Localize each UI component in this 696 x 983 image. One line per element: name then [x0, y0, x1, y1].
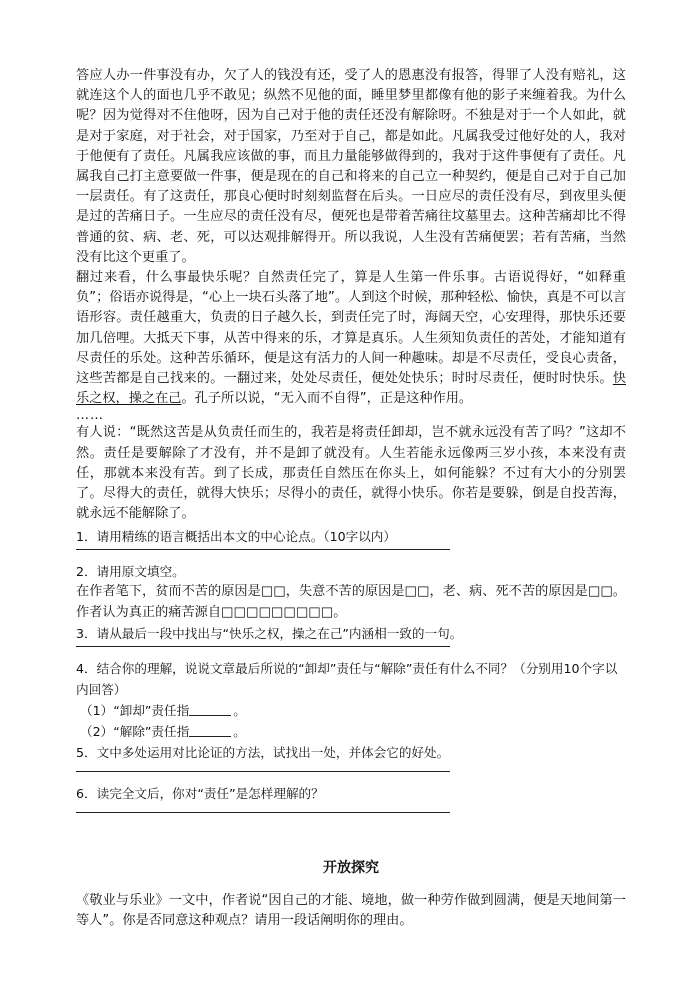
passage-paragraph-1: 答应人办一件事没有办，欠了人的钱没有还，受了人的恩惠没有报答，得罪了人没有赔礼，这就连这个人的面也几乎不敢见；纵然不见他的面，睡里梦里都像有他的影子来缠着我。为什么呢？因为觉得对不住他呀，因为自己对于他的责任还没有解除呀。不独是对于一个人如此，就是对于家庭，对于社会，对于国家，乃至对于自己，都是如此。凡属我受过他好处的人，我对于他便有了责任。凡属我应该做的事，而且力量能够做得到的，我对于这件事便有了责任。凡属我自己打主意要做一件事，便是现在的自己和将来的自己立一种契约，便是自己对于自己加一层责任。有了这责任，那良心便时时刻刻监督在后头。一日应尽的责任没有尽，到夜里头便是过的苦痛日子。一生应尽的责任没有尽，便死也是带着苦痛往坟墓里去。这种苦痛却比不得普通的贫、病、老、死，可以达观排解得开。所以我说，人生没有苦痛便罢；若有苦痛，当然没有比这个更重了。: [76, 68, 626, 265]
explore-prompt: 《敬业与乐业》一文中，作者说“因自己的才能、境地，做一种劳作做到圆满，便是天地间第一等人”。你是否同意这种观点？请用一段话阐明你的理由。: [76, 892, 626, 929]
underlined-phrase: 快乐之权，操之在己: [76, 371, 626, 407]
question-4-part-2-label: （2）“解除”责任指: [80, 723, 190, 739]
answer-line-1[interactable]: [76, 549, 450, 550]
answer-line-3[interactable]: [76, 646, 450, 647]
question-2: 2．请用原文填空。: [76, 564, 185, 580]
answer-line-5[interactable]: [76, 771, 450, 772]
section-title-explore: 开放探究: [323, 859, 379, 876]
question-3: 3．请从最后一段中找出与“快乐之权，操之在己”内涵相一致的一句。: [76, 625, 463, 641]
answer-line-6[interactable]: [76, 812, 450, 813]
question-2-body: 在作者笔下，贫而不苦的原因是□□，失意不苦的原因是□□，老、病、死不苦的原因是□□。作者认为真正的痛苦源自□□□□□□□□□。: [76, 584, 626, 620]
question-4: 4．结合你的理解，说说文章最后所说的“卸却”责任与“解除”责任有什么不同？（分别用10个字以内回答）: [76, 660, 618, 697]
ellipsis: ……: [76, 408, 104, 424]
question-6: 6．读完全文后，你对“责任”是怎样理解的？: [76, 785, 324, 801]
passage-paragraph-3: 有人说：“既然这苦是从负责任而生的，我若是将责任卸却，岂不就永远没有苦了吗？”这却不然。责任是要解除了才没有，并不是卸了就没有。人生若能永远像两三岁小孩，本来没有责任，那就本来没有苦。到了长成，那责任自然压在你头上，如何能躲？不过有大小的分别罢了。尽得大的责任，就得大快乐；尽得小的责任，就得小快乐。你若是要躲，倒是自投苦海，就永远不能解除了。: [76, 425, 626, 522]
questions-section: [76, 526, 626, 812]
question-1: 1．请用精练的语言概括出本文的中心论点。（10字以内）: [76, 529, 396, 545]
passage-paragraph-2: [76, 268, 626, 409]
question-5: 5．文中多处运用对比论证的方法，试找出一处，并体会它的好处。: [76, 744, 450, 760]
paragraph-2-tail: 。孔子所以说，“无入而不自得”，正是这种作用。: [181, 391, 473, 407]
answer-blank-4-1[interactable]: [189, 703, 231, 716]
question-4-part-1-label: （1）“卸却”责任指: [80, 702, 190, 718]
answer-blank-4-2[interactable]: [189, 724, 231, 737]
question-4-part-1: [76, 700, 626, 721]
period-2: 。: [233, 723, 246, 739]
paragraph-2-text: 翻过来看，什么事最快乐呢？自然责任完了，算是人生第一件乐事。古语说得好，“如释重负”；俗语亦说得是，“心上一块石头落了地”。人到这个时候，那种轻松、愉快，真是不可以言语形容。责任越重大，负责的日子越久长，到责任完了时，海阔天空，心安理得，那快乐还要加几倍哩。大抵天下事，从苦中得来的乐，才算是真乐。人生须知负责任的苦处，才能知道有尽责任的乐处。这种苦乐循环，便是这有活力的人间一种趣味。却是不尽责任，受良心责备，这些苦都是自己找来的。一翻过来，处处尽责任，便处处快乐；时时尽责任，便时时快乐。: [76, 270, 626, 387]
period-1: 。: [233, 702, 246, 718]
question-4-part-2: [76, 721, 626, 742]
